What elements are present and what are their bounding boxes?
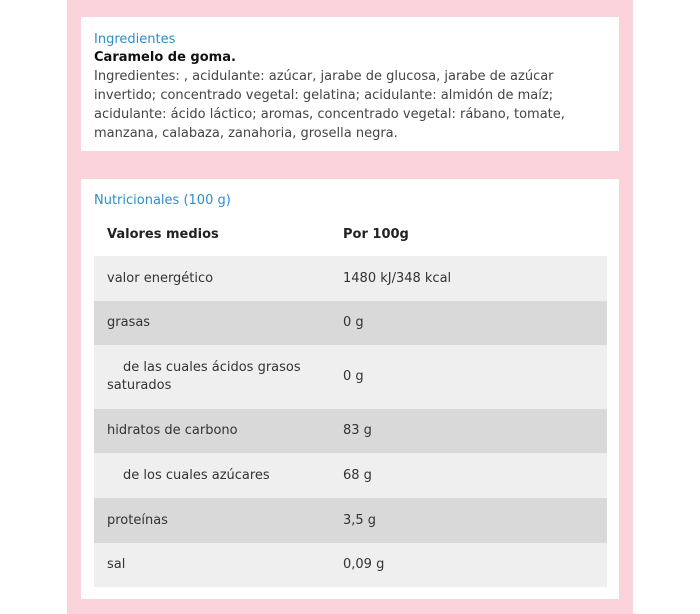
row-label: sal bbox=[107, 557, 126, 572]
row-value: 0,09 g bbox=[343, 557, 385, 572]
row-label: hidratos de carbono bbox=[107, 423, 238, 438]
nutrition-card bbox=[81, 179, 619, 599]
table-row bbox=[94, 453, 607, 498]
table-row bbox=[94, 301, 607, 345]
row-label: de los cuales azúcares bbox=[123, 467, 270, 483]
row-value: 83 g bbox=[343, 423, 372, 438]
table-row bbox=[94, 498, 607, 543]
ingredients-title: Ingredientes bbox=[94, 32, 176, 47]
nutrition-title: Nutricionales (100 g) bbox=[94, 193, 231, 208]
header-value: Por 100g bbox=[343, 226, 409, 242]
table-row bbox=[94, 345, 607, 409]
ingredients-text: Ingredientes: , acidulante: azúcar, jarabe de glucosa, jarabe de azúcar invertido; concentrado vegetal: gelatina; acidulante: almidón de maíz; acidulante: ácido láctico; aromas, concentrado vegetal: rábano, tomate, manzana, calabaza, zanahoria, grosella negra. bbox=[94, 69, 565, 141]
row-value: 68 g bbox=[343, 467, 372, 483]
table-row bbox=[94, 543, 607, 587]
nutrition-table bbox=[94, 213, 607, 587]
row-label: grasas bbox=[107, 315, 151, 330]
row-label: de las cuales ácidos grasos saturados bbox=[107, 360, 301, 393]
row-label: proteínas bbox=[107, 512, 168, 528]
row-label: valor energético bbox=[107, 270, 214, 286]
table-row bbox=[94, 256, 607, 301]
header-label: Valores medios bbox=[107, 226, 219, 242]
row-value: 0 g bbox=[343, 369, 364, 384]
product-name: Caramelo de goma. bbox=[94, 50, 236, 65]
nutrition-table-header bbox=[94, 213, 607, 256]
row-value: 0 g bbox=[343, 315, 364, 330]
table-row bbox=[94, 409, 607, 453]
row-value: 3,5 g bbox=[343, 512, 377, 528]
ingredients-card bbox=[81, 17, 619, 151]
row-value: 1480 kJ/348 kcal bbox=[343, 270, 452, 286]
